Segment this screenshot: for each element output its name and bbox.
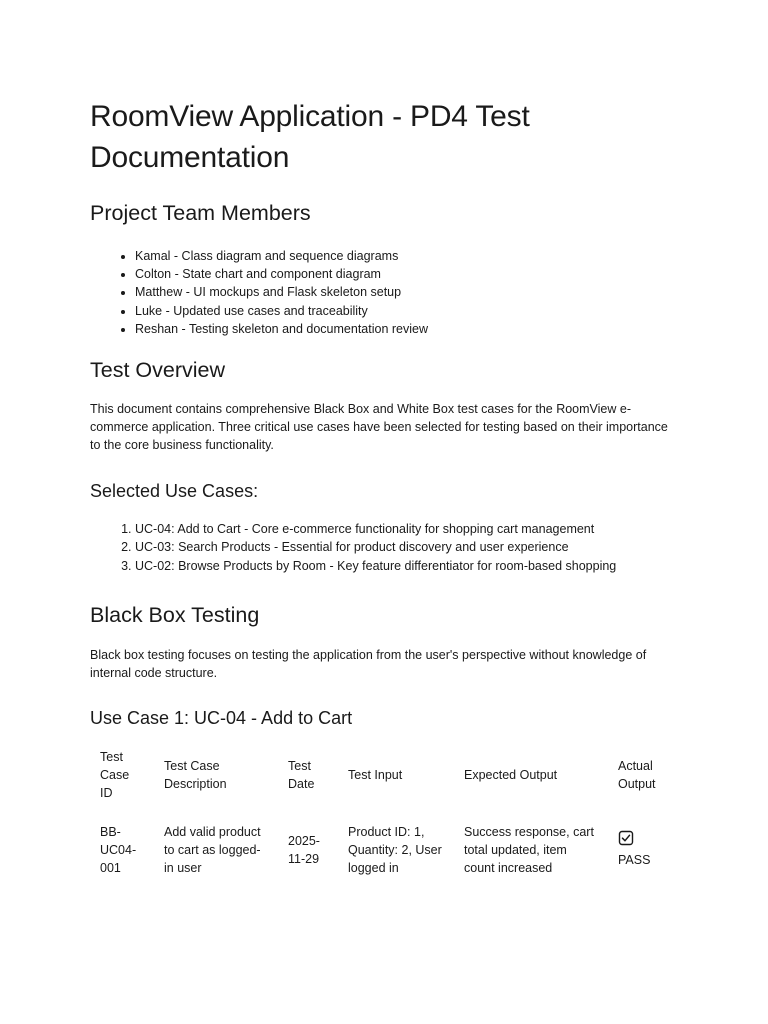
document-title: RoomView Application - PD4 Test Documentation	[90, 100, 530, 174]
table-row	[90, 812, 674, 886]
team-member-item: • Reshan - Testing skeleton and documentation review	[135, 320, 678, 338]
cell-description: Add valid product to cart as logged-in user	[164, 824, 261, 875]
team-member-item: • Colton - State chart and component diagram	[135, 265, 678, 283]
cell-test-date: 2025-11-29	[288, 833, 320, 866]
use-case-1-heading: Use Case 1: UC-04 - Add to Cart	[90, 707, 353, 728]
selected-use-cases-heading: Selected Use Cases:	[90, 481, 259, 502]
team-member-item: • Luke - Updated use cases and traceability	[135, 302, 678, 320]
column-header-test-date: Test Date	[288, 758, 315, 791]
column-header-actual-output: Actual Output	[618, 758, 656, 791]
team-member-item: • Kamal - Class diagram and sequence diagrams	[135, 247, 678, 265]
team-member-item: • Matthew - UI mockups and Flask skeleton setup	[135, 283, 678, 301]
selected-use-cases-list	[90, 520, 678, 575]
cell-expected-output: Success response, cart total updated, item count increased	[464, 824, 594, 875]
checkbox-checked-icon	[618, 830, 634, 846]
use-case-item: 1. UC-04: Add to Cart - Core e-commerce functionality for shopping cart management	[135, 520, 678, 538]
column-header-test-input: Test Input	[348, 767, 403, 782]
cell-test-case-id: BB-UC04-001	[100, 824, 137, 875]
black-box-paragraph: Black box testing focuses on testing the application from the user's perspective without knowledge of internal code structure.	[90, 647, 647, 680]
actual-output-result: PASS	[618, 853, 651, 868]
column-header-description: Test Case Description	[164, 758, 227, 791]
overview-heading: Test Overview	[90, 358, 226, 383]
overview-paragraph: This document contains comprehensive Black Box and White Box test cases for the RoomView e-commerce application. Three critical use cases have been selected for testing based on their importance to the core business functionality.	[90, 402, 668, 453]
cell-actual-output	[608, 812, 674, 886]
column-header-test-case-id: Test Case ID	[100, 749, 130, 800]
table-header-row	[90, 744, 674, 812]
use-case-item: 3. UC-02: Browse Products by Room - Key feature differentiator for room-based shopping	[135, 557, 678, 575]
black-box-heading: Black Box Testing	[90, 602, 260, 627]
test-case-table	[90, 744, 674, 886]
team-members-list	[90, 247, 678, 338]
team-heading: Project Team Members	[90, 201, 311, 225]
use-case-item: 2. UC-03: Search Products - Essential for product discovery and user experience	[135, 538, 678, 556]
column-header-expected-output: Expected Output	[464, 767, 558, 782]
cell-test-input: Product ID: 1, Quantity: 2, User logged in	[348, 824, 442, 875]
